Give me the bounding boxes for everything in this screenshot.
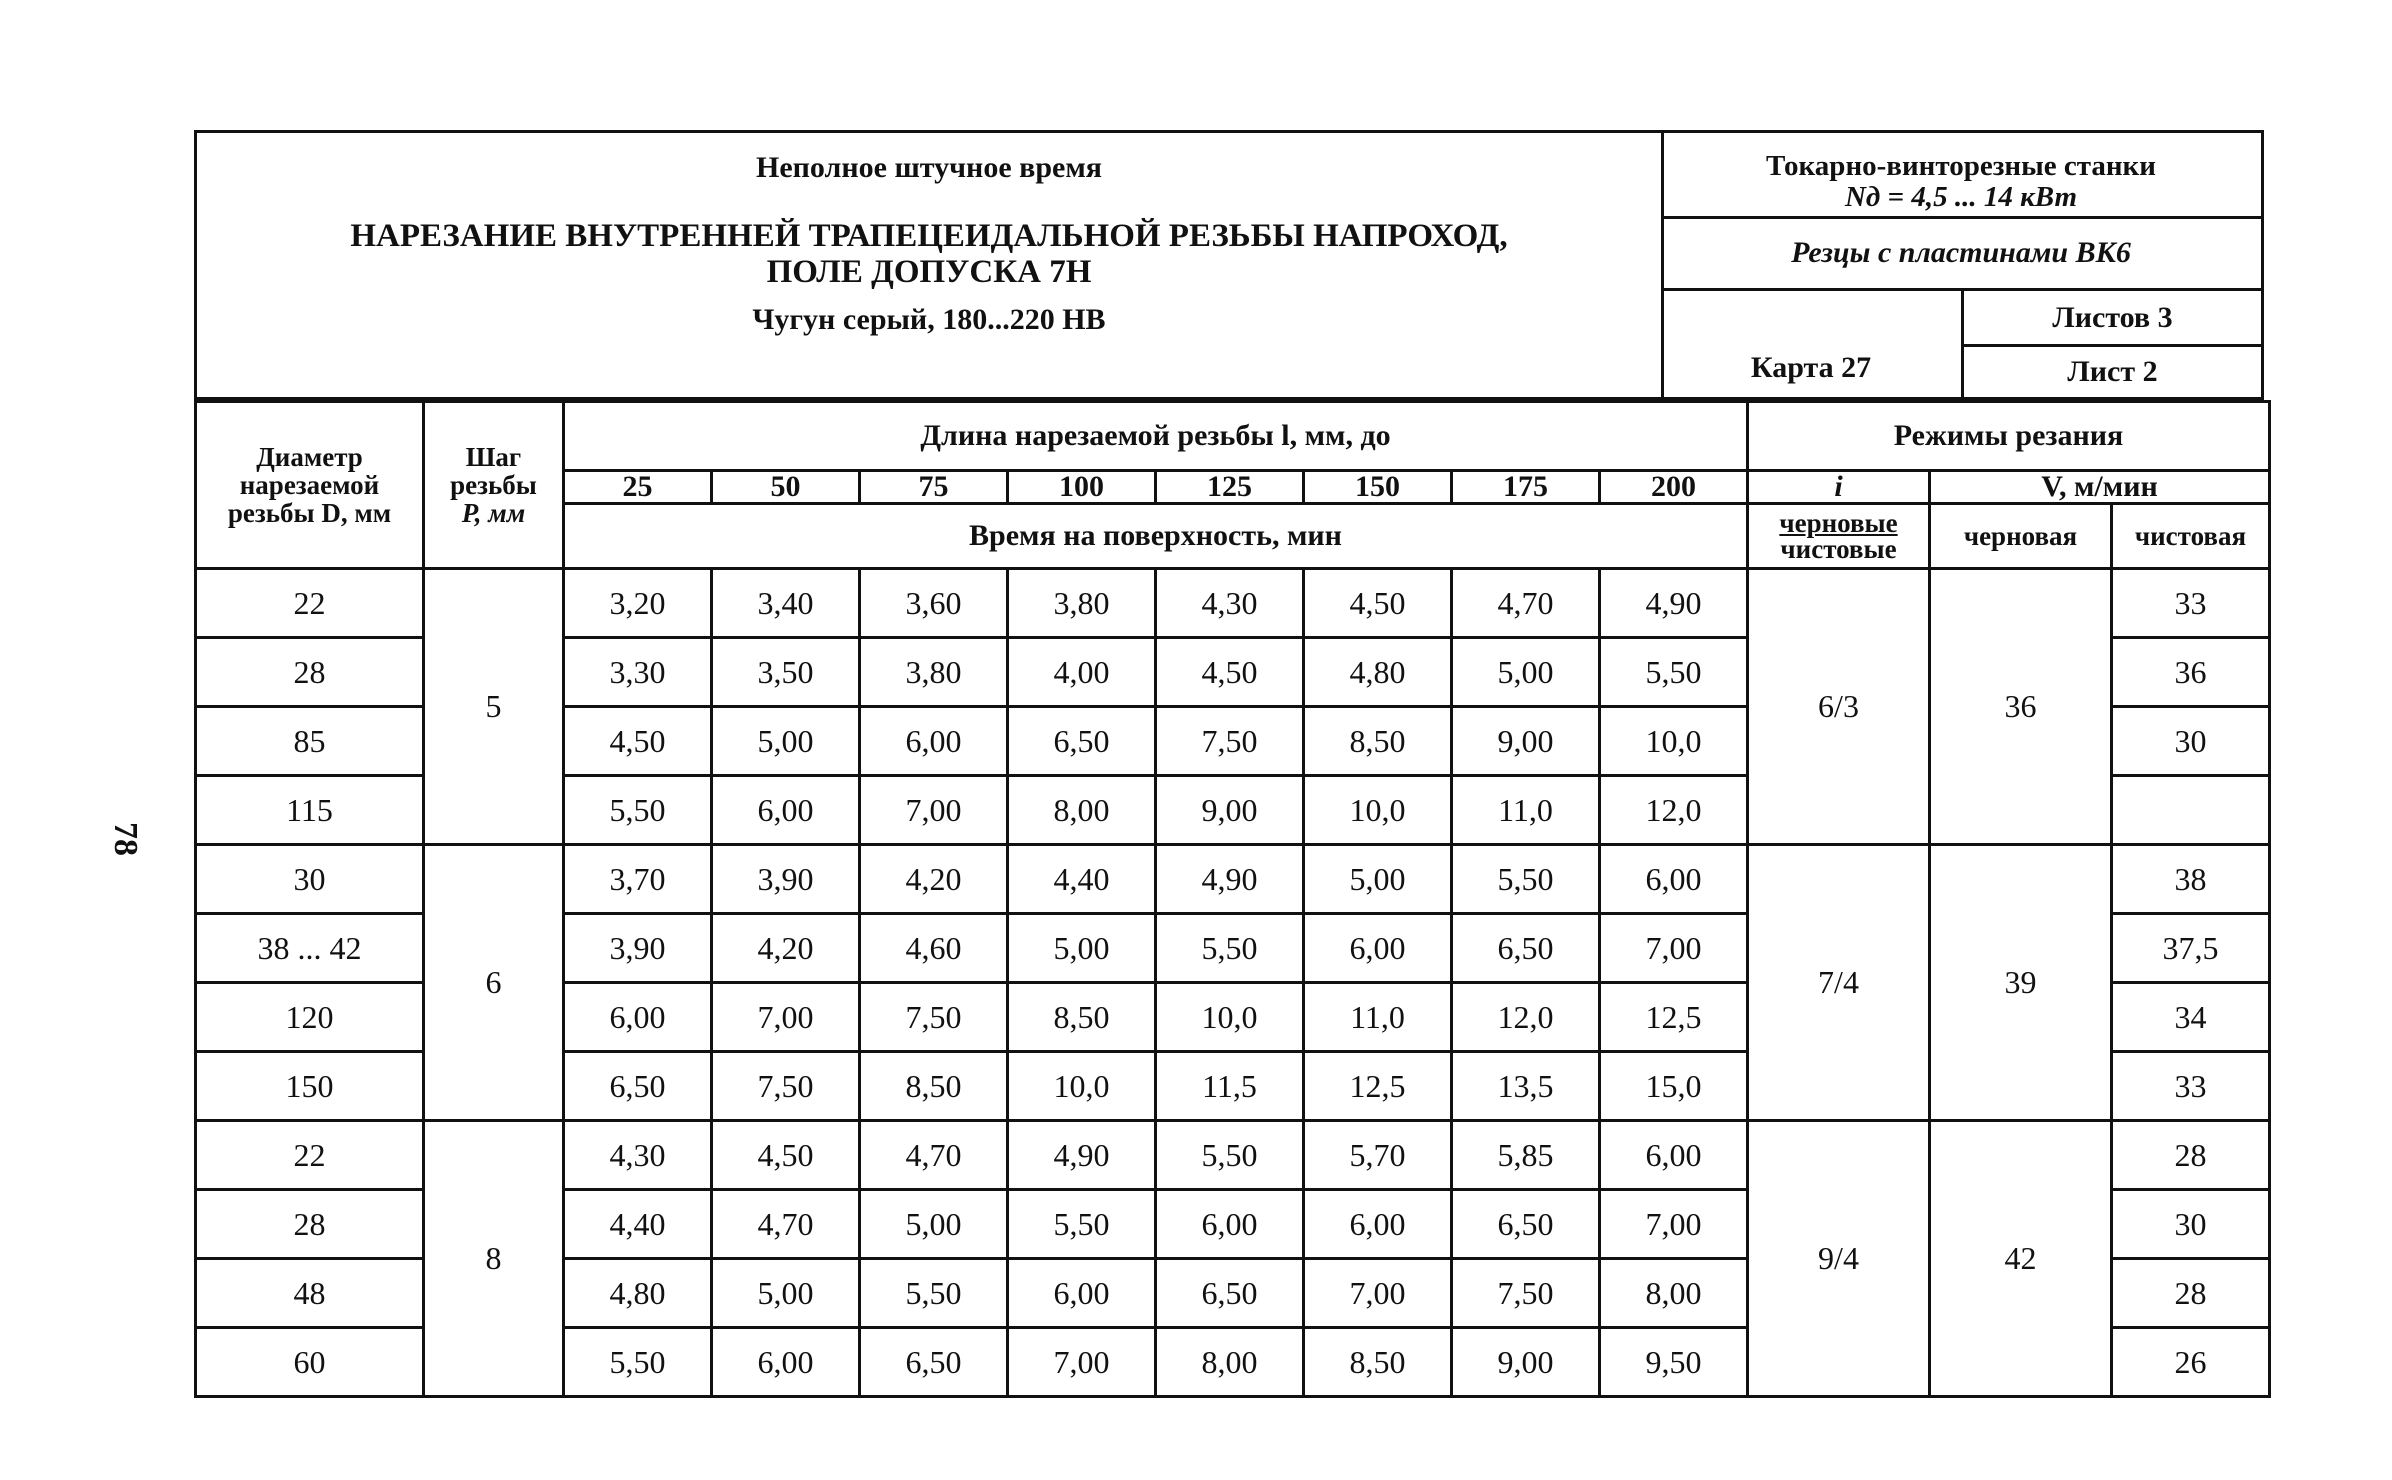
diameter-cell: 22	[196, 1121, 424, 1190]
time-cell: 15,0	[1600, 1052, 1748, 1121]
length-col: 175	[1452, 471, 1600, 504]
time-cell: 7,00	[1304, 1259, 1452, 1328]
time-cell: 6,00	[1156, 1190, 1304, 1259]
time-cell: 3,30	[564, 638, 712, 707]
time-cell: 12,0	[1452, 983, 1600, 1052]
header-v: V, м/мин	[1930, 471, 2270, 504]
time-cell: 4,50	[1156, 638, 1304, 707]
card-number: Карта 27	[1661, 291, 1964, 397]
time-cell: 4,90	[1600, 569, 1748, 638]
machine-type: Токарно-винторезные станки	[1766, 150, 2156, 182]
time-cell: 4,70	[1452, 569, 1600, 638]
time-cell: 3,40	[712, 569, 860, 638]
time-cell: 11,0	[1304, 983, 1452, 1052]
header-subtitle: Неполное штучное время	[755, 151, 1103, 184]
header-title-block	[197, 133, 1664, 397]
table-row	[196, 845, 2270, 914]
time-cell: 6,50	[1452, 1190, 1600, 1259]
time-cell: 6,00	[1600, 1121, 1748, 1190]
machine-info	[1661, 133, 2261, 219]
header-title-line1: НАРЕЗАНИЕ ВНУТРЕННЕЙ ТРАПЕЦЕИДАЛЬНОЙ РЕЗЬБЫ НАПРОХОД,	[350, 218, 1508, 254]
time-cell: 5,00	[860, 1190, 1008, 1259]
diameter-cell: 150	[196, 1052, 424, 1121]
document-header	[194, 130, 2264, 400]
header-v-rough: черновая	[1930, 504, 2112, 569]
header-diameter: Диаметр нарезаемой резьбы D, мм	[196, 402, 424, 569]
speed-finish-cell: 38	[2112, 845, 2270, 914]
time-cell: 6,00	[564, 983, 712, 1052]
diameter-cell: 38 ... 42	[196, 914, 424, 983]
machine-power: Nд = 4,5 ... 14 кВт	[1844, 181, 2078, 213]
time-cell: 7,50	[712, 1052, 860, 1121]
header-i-rough: черновые	[1779, 508, 1898, 538]
tool-info: Резцы с пластинами ВК6	[1661, 219, 2261, 291]
time-cell: 4,70	[712, 1190, 860, 1259]
time-cell: 4,50	[712, 1121, 860, 1190]
passes-cell: 6/3	[1748, 569, 1930, 845]
time-cell: 5,50	[1452, 845, 1600, 914]
time-cell: 12,5	[1304, 1052, 1452, 1121]
time-cell: 3,60	[860, 569, 1008, 638]
time-cell: 9,00	[1452, 1328, 1600, 1397]
header-pitch-line1: Шаг резьбы	[450, 442, 537, 500]
pitch-cell: 8	[424, 1121, 564, 1397]
time-cell: 6,50	[1452, 914, 1600, 983]
time-cell: 11,5	[1156, 1052, 1304, 1121]
passes-cell: 9/4	[1748, 1121, 1930, 1397]
time-cell: 7,00	[1600, 1190, 1748, 1259]
header-pitch	[424, 402, 564, 569]
header-material: Чугун серый, 180...220 НВ	[752, 303, 1106, 336]
pitch-cell: 5	[424, 569, 564, 845]
speed-finish-cell: 28	[2112, 1121, 2270, 1190]
time-cell: 12,5	[1600, 983, 1748, 1052]
time-cell: 5,50	[1600, 638, 1748, 707]
time-cell: 4,30	[1156, 569, 1304, 638]
time-cell: 8,50	[1304, 1328, 1452, 1397]
time-cell: 6,00	[1304, 914, 1452, 983]
length-col: 150	[1304, 471, 1452, 504]
speed-finish-cell: 36	[2112, 638, 2270, 707]
time-cell: 6,00	[712, 1328, 860, 1397]
pitch-cell: 6	[424, 845, 564, 1121]
sheets-total: Листов 3	[1964, 291, 2261, 347]
header-length: Длина нарезаемой резьбы l, мм, до	[564, 402, 1748, 471]
passes-cell: 7/4	[1748, 845, 1930, 1121]
speed-finish-cell: 37,5	[2112, 914, 2270, 983]
time-cell: 7,50	[1156, 707, 1304, 776]
time-cell: 4,00	[1008, 638, 1156, 707]
time-cell: 4,50	[564, 707, 712, 776]
time-cell: 10,0	[1156, 983, 1304, 1052]
time-cell: 7,00	[1008, 1328, 1156, 1397]
time-cell: 5,00	[1008, 914, 1156, 983]
sheet-number: Лист 2	[2067, 355, 2158, 388]
time-cell: 8,50	[860, 1052, 1008, 1121]
time-cell: 7,00	[860, 776, 1008, 845]
time-cell: 8,50	[1304, 707, 1452, 776]
time-cell: 5,50	[564, 776, 712, 845]
time-cell: 9,00	[1452, 707, 1600, 776]
header-i: i	[1748, 471, 1930, 504]
speed-finish-cell: 30	[2112, 1190, 2270, 1259]
time-cell: 8,00	[1600, 1259, 1748, 1328]
time-cell: 4,80	[1304, 638, 1452, 707]
time-cell: 11,0	[1452, 776, 1600, 845]
time-cell: 6,00	[1600, 845, 1748, 914]
length-col: 50	[712, 471, 860, 504]
time-cell: 5,00	[1304, 845, 1452, 914]
time-cell: 6,50	[1156, 1259, 1304, 1328]
header-pitch-line2: P, мм	[461, 498, 526, 528]
header-title	[197, 218, 1661, 290]
speed-finish-cell	[2112, 776, 2270, 845]
time-cell: 4,60	[860, 914, 1008, 983]
length-col: 75	[860, 471, 1008, 504]
time-cell: 6,00	[860, 707, 1008, 776]
time-cell: 5,00	[712, 707, 860, 776]
time-cell: 4,20	[860, 845, 1008, 914]
time-cell: 4,80	[564, 1259, 712, 1328]
time-cell: 3,90	[712, 845, 860, 914]
speed-finish-cell: 28	[2112, 1259, 2270, 1328]
diameter-cell: 85	[196, 707, 424, 776]
time-cell: 8,00	[1156, 1328, 1304, 1397]
time-cell: 10,0	[1600, 707, 1748, 776]
page-number: 78	[107, 822, 144, 856]
diameter-cell: 22	[196, 569, 424, 638]
speed-finish-cell: 26	[2112, 1328, 2270, 1397]
time-cell: 3,80	[1008, 569, 1156, 638]
diameter-cell: 28	[196, 1190, 424, 1259]
speed-rough-cell: 42	[1930, 1121, 2112, 1397]
time-cell: 4,70	[860, 1121, 1008, 1190]
time-cell: 8,00	[1008, 776, 1156, 845]
time-cell: 5,50	[1156, 914, 1304, 983]
time-cell: 4,40	[1008, 845, 1156, 914]
speed-finish-cell: 34	[2112, 983, 2270, 1052]
time-cell: 10,0	[1008, 1052, 1156, 1121]
header-time: Время на поверхность, мин	[564, 504, 1748, 569]
time-cell: 5,00	[1452, 638, 1600, 707]
time-cell: 3,80	[860, 638, 1008, 707]
time-cell: 10,0	[1304, 776, 1452, 845]
time-cell: 9,00	[1156, 776, 1304, 845]
time-cell: 5,70	[1304, 1121, 1452, 1190]
time-cell: 6,00	[712, 776, 860, 845]
time-cell: 3,70	[564, 845, 712, 914]
time-cell: 4,30	[564, 1121, 712, 1190]
time-cell: 6,50	[860, 1328, 1008, 1397]
length-col: 100	[1008, 471, 1156, 504]
table-row	[196, 1121, 2270, 1190]
diameter-cell: 60	[196, 1328, 424, 1397]
time-cell: 5,50	[1156, 1121, 1304, 1190]
diameter-cell: 30	[196, 845, 424, 914]
time-cell: 7,00	[1600, 914, 1748, 983]
time-cell: 5,50	[1008, 1190, 1156, 1259]
header-title-line2: ПОЛЕ ДОПУСКА 7Н	[766, 254, 1092, 290]
time-cell: 5,85	[1452, 1121, 1600, 1190]
time-cell: 5,50	[564, 1328, 712, 1397]
time-cell: 7,50	[1452, 1259, 1600, 1328]
cutting-time-table	[194, 400, 2271, 1398]
time-cell: 6,00	[1008, 1259, 1156, 1328]
table-row	[196, 569, 2270, 638]
header-v-finish: чистовая	[2112, 504, 2270, 569]
header-modes: Режимы резания	[1748, 402, 2270, 471]
time-cell: 4,90	[1008, 1121, 1156, 1190]
time-cell: 6,00	[1304, 1190, 1452, 1259]
diameter-cell: 28	[196, 638, 424, 707]
diameter-cell: 120	[196, 983, 424, 1052]
time-cell: 4,50	[1304, 569, 1452, 638]
speed-rough-cell: 36	[1930, 569, 2112, 845]
time-cell: 5,00	[712, 1259, 860, 1328]
time-cell: 7,50	[860, 983, 1008, 1052]
time-cell: 7,00	[712, 983, 860, 1052]
length-col: 125	[1156, 471, 1304, 504]
header-info-block	[1661, 133, 2261, 397]
diameter-cell: 48	[196, 1259, 424, 1328]
length-col: 200	[1600, 471, 1748, 504]
time-cell: 13,5	[1452, 1052, 1600, 1121]
header-i-finish: чистовые	[1780, 534, 1897, 564]
time-cell: 3,90	[564, 914, 712, 983]
time-cell: 3,50	[712, 638, 860, 707]
time-cell: 8,50	[1008, 983, 1156, 1052]
time-cell: 3,20	[564, 569, 712, 638]
speed-finish-cell: 30	[2112, 707, 2270, 776]
time-cell: 4,40	[564, 1190, 712, 1259]
diameter-cell: 115	[196, 776, 424, 845]
time-cell: 6,50	[564, 1052, 712, 1121]
time-cell: 6,50	[1008, 707, 1156, 776]
header-i-passes	[1748, 504, 1930, 569]
length-col: 25	[564, 471, 712, 504]
time-cell: 9,50	[1600, 1328, 1748, 1397]
time-cell: 4,20	[712, 914, 860, 983]
time-cell: 4,90	[1156, 845, 1304, 914]
time-cell: 5,50	[860, 1259, 1008, 1328]
speed-finish-cell: 33	[2112, 1052, 2270, 1121]
time-cell: 12,0	[1600, 776, 1748, 845]
speed-finish-cell: 33	[2112, 569, 2270, 638]
speed-rough-cell: 39	[1930, 845, 2112, 1121]
